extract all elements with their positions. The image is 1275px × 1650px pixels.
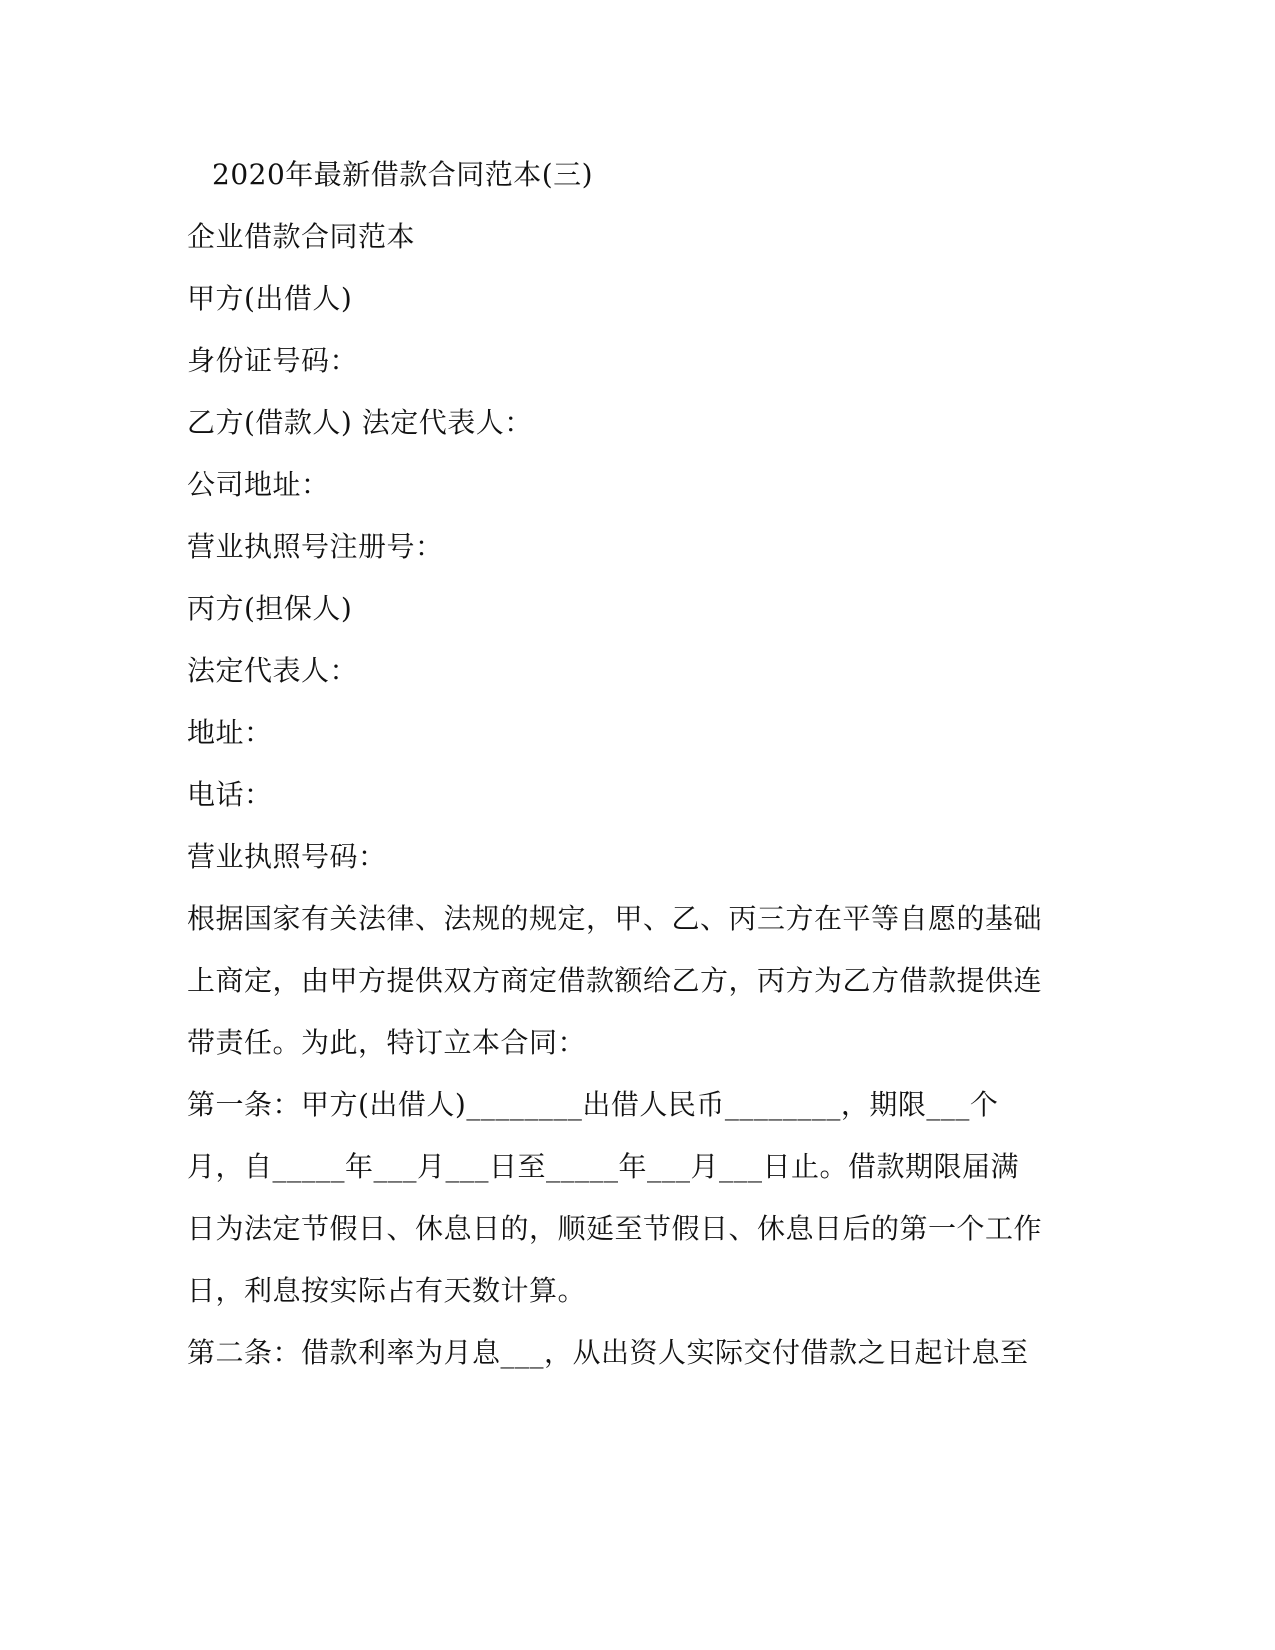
- party-b-label: 乙方(借款人) 法定代表人：: [187, 406, 533, 439]
- article-one-line: 第一条：甲方(出借人)________出借人民币________，期限___个: [187, 1088, 999, 1121]
- phone-label: 电话：: [187, 778, 273, 811]
- business-license-number-label: 营业执照号码：: [187, 840, 387, 873]
- id-number-label: 身份证号码：: [187, 344, 359, 377]
- address-label: 地址：: [187, 716, 273, 749]
- article-one-line: 日，利息按实际占有天数计算。: [187, 1274, 587, 1307]
- company-address-label: 公司地址：: [187, 468, 330, 501]
- preamble-line: 带责任。为此，特订立本合同：: [187, 1026, 587, 1059]
- legal-representative-label: 法定代表人：: [187, 654, 359, 687]
- preamble-line: 上商定，由甲方提供双方商定借款额给乙方，丙方为乙方借款提供连: [187, 964, 1043, 997]
- article-one-line: 日为法定节假日、休息日的，顺延至节假日、休息日后的第一个工作: [187, 1212, 1043, 1245]
- article-two-line: 第二条：借款利率为月息___，从出资人实际交付借款之日起计息至: [187, 1336, 1029, 1369]
- party-c-label: 丙方(担保人): [187, 592, 353, 625]
- party-a-label: 甲方(出借人): [187, 282, 353, 315]
- article-one-line: 月，自_____年___月___日至_____年___月___日止。借款期限届满: [187, 1150, 1020, 1183]
- business-license-registration-label: 营业执照号注册号：: [187, 530, 444, 563]
- document-subtitle: 企业借款合同范本: [187, 220, 416, 253]
- document-title: 2020年最新借款合同范本(三): [212, 158, 594, 191]
- preamble-line: 根据国家有关法律、法规的规定，甲、乙、丙三方在平等自愿的基础: [187, 902, 1043, 935]
